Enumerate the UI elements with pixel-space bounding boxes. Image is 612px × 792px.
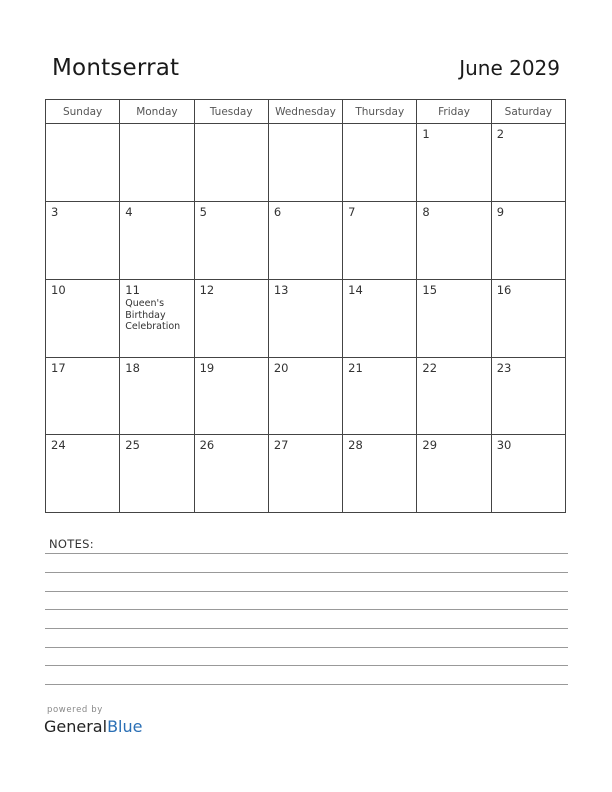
weekday-saturday: Saturday (491, 100, 565, 124)
day-number: 4 (125, 205, 133, 219)
day-cell (194, 435, 268, 513)
day-number: 26 (199, 438, 215, 452)
notes-line (45, 665, 568, 666)
day-cell (46, 280, 120, 358)
day-number: 29 (422, 438, 438, 452)
country-title: Montserrat (52, 55, 180, 81)
notes-line (45, 553, 568, 554)
day-cell (268, 124, 342, 202)
day-number: 25 (125, 438, 140, 452)
notes-label: NOTES: (49, 537, 94, 551)
weekday-tuesday: Tuesday (194, 100, 268, 124)
week-row (46, 202, 566, 280)
weekday-monday: Monday (120, 100, 194, 124)
day-cell (491, 280, 565, 358)
day-number: 7 (348, 205, 356, 219)
weekday-header-row (46, 100, 566, 124)
day-number: 17 (51, 361, 66, 375)
day-number: 16 (496, 283, 512, 297)
day-cell (194, 202, 268, 280)
week-row (46, 358, 566, 435)
day-cell (417, 202, 491, 280)
powered-by-text: powered by (47, 705, 103, 715)
day-number: 21 (348, 361, 363, 375)
notes-line (45, 647, 568, 648)
day-number: 10 (51, 283, 66, 297)
day-cell (194, 124, 268, 202)
day-cell (120, 435, 194, 513)
weekday-wednesday: Wednesday (268, 100, 342, 124)
day-cell (417, 435, 491, 513)
day-number: 3 (51, 205, 59, 219)
day-cell (268, 358, 342, 435)
weekday-thursday: Thursday (343, 100, 417, 124)
day-number: 28 (348, 438, 363, 452)
day-number: 6 (273, 205, 282, 219)
notes-line (45, 609, 568, 610)
day-number: 23 (496, 361, 512, 375)
day-cell (417, 358, 491, 435)
day-cell (343, 358, 417, 435)
logo-blue-text: Blue (107, 717, 143, 736)
week-row (46, 435, 566, 513)
day-number: 13 (273, 283, 289, 297)
day-number: 5 (199, 205, 207, 219)
day-cell (417, 124, 491, 202)
notes-line (45, 591, 568, 592)
notes-line (45, 628, 568, 629)
day-cell (491, 435, 565, 513)
day-number: 12 (199, 283, 215, 297)
day-cell (343, 202, 417, 280)
weekday-friday: Friday (417, 100, 491, 124)
day-number: 11 (125, 283, 140, 297)
day-number: 30 (496, 438, 512, 452)
day-cell (491, 202, 565, 280)
day-number: 18 (125, 361, 140, 375)
day-number: 1 (422, 127, 430, 141)
logo-general-text: General (44, 717, 108, 736)
day-cell (120, 280, 194, 358)
day-number: 27 (273, 438, 289, 452)
day-cell (194, 280, 268, 358)
day-number: 19 (199, 361, 215, 375)
day-number: 9 (496, 205, 505, 219)
day-cell (491, 124, 565, 202)
day-number: 2 (496, 127, 505, 141)
week-row (46, 124, 566, 202)
day-cell (46, 124, 120, 202)
calendar-grid (45, 99, 566, 513)
day-cell (46, 202, 120, 280)
day-number: 15 (422, 283, 438, 297)
day-cell (491, 358, 565, 435)
day-number: 8 (422, 205, 430, 219)
day-cell (194, 358, 268, 435)
generalblue-logo[interactable] (44, 717, 142, 736)
day-cell (343, 280, 417, 358)
day-cell (343, 124, 417, 202)
day-number: 24 (51, 438, 66, 452)
day-cell (120, 202, 194, 280)
weekday-sunday: Sunday (46, 100, 120, 124)
notes-line (45, 684, 568, 685)
day-cell (268, 435, 342, 513)
day-cell (343, 435, 417, 513)
day-cell (46, 358, 120, 435)
week-row (46, 280, 566, 358)
day-number: 22 (422, 361, 438, 375)
day-cell (46, 435, 120, 513)
holiday-label: Queen's Birthday Celebration (125, 298, 181, 332)
day-number: 14 (348, 283, 363, 297)
month-year-title: June 2029 (459, 56, 560, 80)
day-cell (120, 124, 194, 202)
notes-line (45, 572, 568, 573)
day-number: 20 (273, 361, 289, 375)
day-cell (268, 202, 342, 280)
day-cell (268, 280, 342, 358)
day-cell (417, 280, 491, 358)
day-cell (120, 358, 194, 435)
